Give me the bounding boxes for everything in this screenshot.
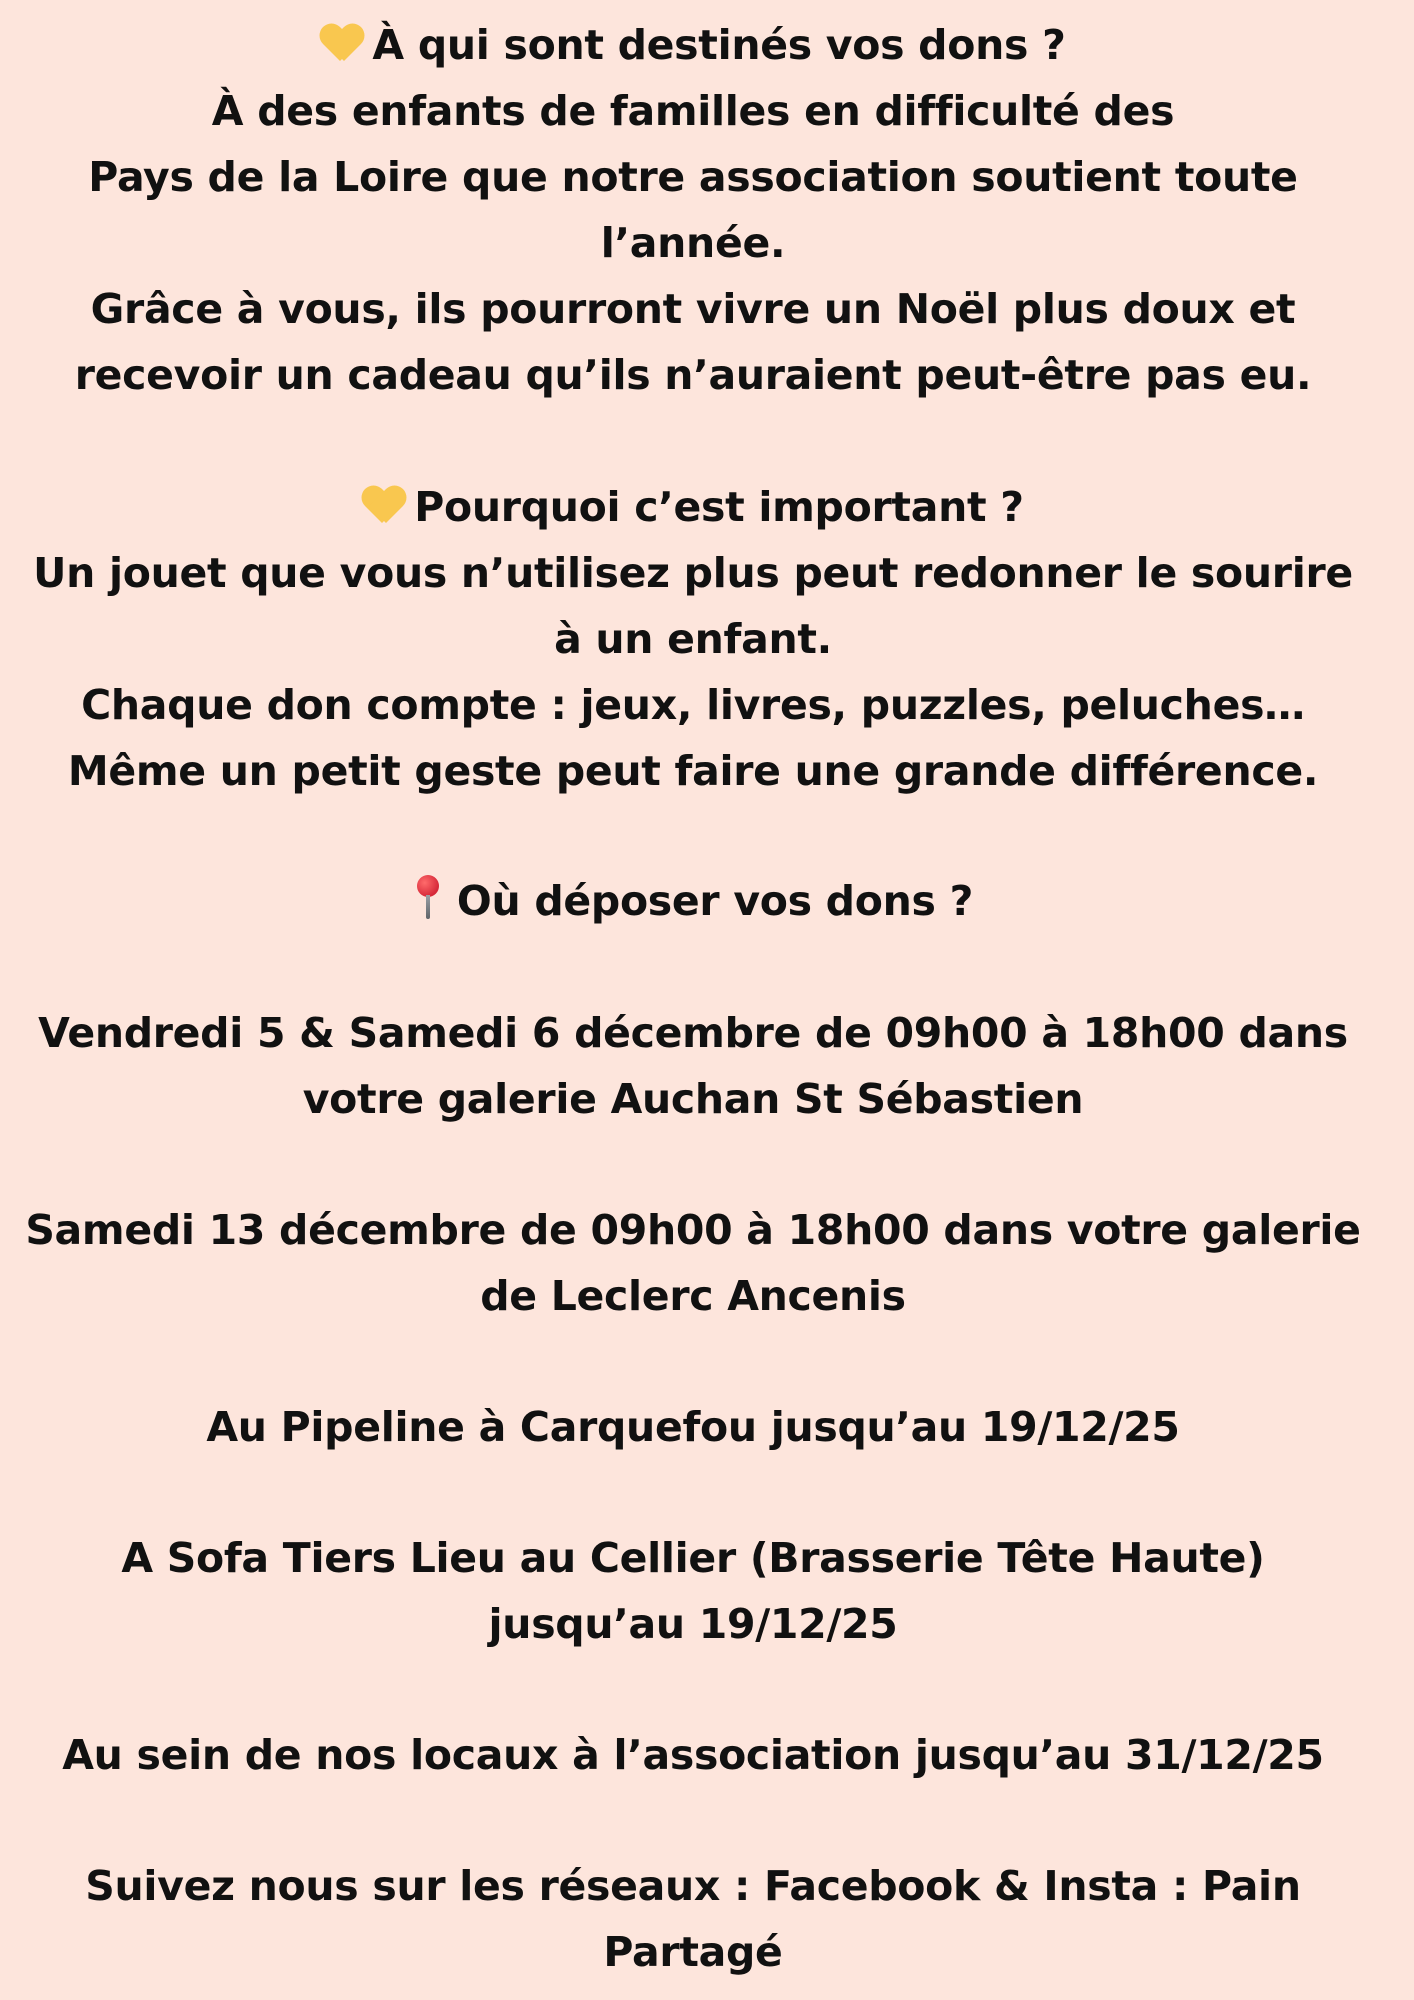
section2-heading: Pourquoi c’est important ? <box>0 474 1386 540</box>
section1-line: À des enfants de familles en difficulté des <box>211 87 1175 135</box>
section1-line: Pays de la Loire que notre association soutient toute <box>88 153 1298 201</box>
social-line: Suivez nous sur les réseaux : Facebook & Insta : Pain <box>85 1862 1301 1910</box>
section2-line: à un enfant. <box>554 615 832 663</box>
section3-heading: Où déposer vos dons ? <box>0 868 1386 934</box>
location-line: votre galerie Auchan St Sébastien <box>302 1075 1084 1123</box>
location-line: jusqu’au 19/12/25 <box>488 1600 898 1648</box>
location-line: Samedi 13 décembre de 09h00 à 18h00 dans votre galerie <box>25 1206 1361 1254</box>
yellow-heart-icon <box>362 485 406 525</box>
round-pushpin-icon <box>413 873 443 923</box>
location-line: Au sein de nos locaux à l’association jusqu’au 31/12/25 <box>62 1731 1324 1779</box>
section1-heading: À qui sont destinés vos dons ? <box>0 12 1386 78</box>
section2-line: Chaque don compte : jeux, livres, puzzles, peluches… <box>81 681 1305 729</box>
yellow-heart-icon <box>320 23 364 63</box>
section1-line: Grâce à vous, ils pourront vivre un Noël plus doux et <box>90 285 1296 333</box>
section1-line: l’année. <box>600 219 786 267</box>
section2-line: Même un petit geste peut faire une grande différence. <box>67 747 1319 795</box>
location-line: A Sofa Tiers Lieu au Cellier (Brasserie Tête Haute) <box>121 1534 1265 1582</box>
location-line: Au Pipeline à Carquefou jusqu’au 19/12/25 <box>206 1403 1180 1451</box>
location-line: de Leclerc Ancenis <box>480 1272 906 1320</box>
section2-line: Un jouet que vous n’utilisez plus peut redonner le sourire <box>33 549 1353 597</box>
social-line: Partagé <box>603 1928 783 1976</box>
section1-line: recevoir un cadeau qu’ils n’auraient peut-être pas eu. <box>74 351 1312 399</box>
location-line: Vendredi 5 & Samedi 6 décembre de 09h00 à 18h00 dans <box>38 1009 1348 1057</box>
